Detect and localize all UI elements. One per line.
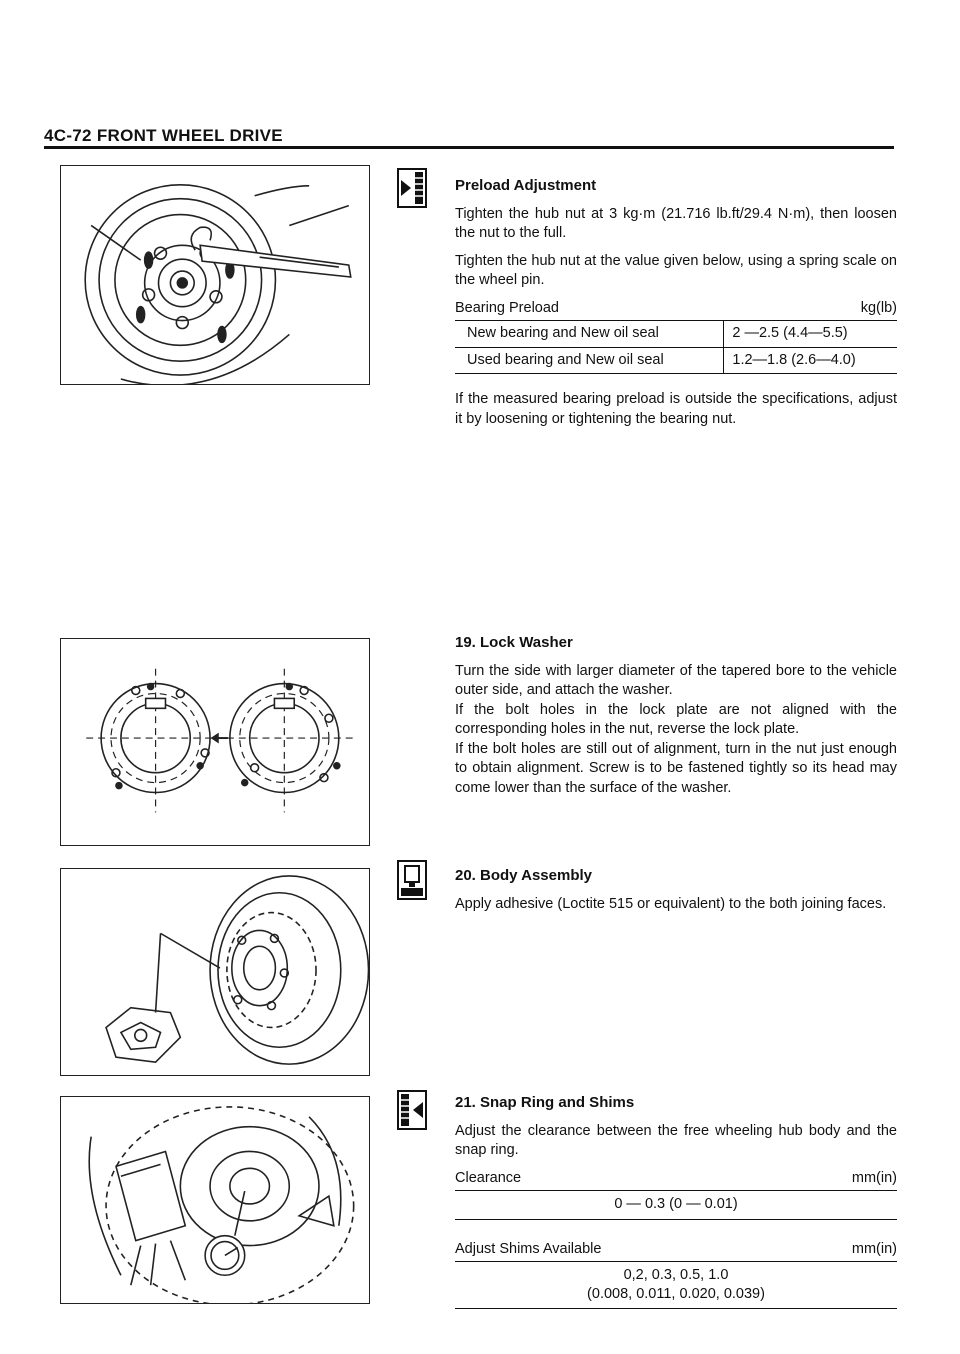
clearance-unit: mm(in) bbox=[851, 1169, 897, 1186]
shims-label: Adjust Shims Available bbox=[455, 1240, 602, 1257]
clearance-header bbox=[455, 1169, 897, 1192]
row-value: 1.2—1.8 (2.6—4.0) bbox=[724, 347, 897, 374]
section-body-assembly bbox=[455, 866, 897, 922]
row-label: Used bearing and New oil seal bbox=[455, 347, 724, 374]
section-preload-adjustment bbox=[455, 176, 897, 437]
clearance-label: Clearance bbox=[455, 1169, 522, 1186]
header-rule bbox=[44, 146, 894, 149]
lock-washer-title: 19. Lock Washer bbox=[455, 634, 573, 651]
lock-washer-paragraph-3: If the bolt holes are still out of alignment, turn in the nut just enough to obtain alignment. Screw is to be fastened tightly so its head may come lower than the surface of the washer. bbox=[455, 740, 897, 796]
row-value: 2 —2.5 (4.4—5.5) bbox=[724, 321, 897, 347]
preload-paragraph-3: If the measured bearing preload is outside the specifications, adjust it by loosening or tightening the bearing nut. bbox=[455, 391, 897, 427]
measure-icon bbox=[397, 1090, 427, 1130]
preload-paragraph-1: Tighten the hub nut at 3 kg·m (21.716 lb.ft/29.4 N·m), then loosen the nut to the full. bbox=[455, 205, 897, 241]
figure-snap-ring bbox=[60, 1096, 370, 1304]
bearing-preload-table bbox=[455, 321, 897, 374]
preload-title: Preload Adjustment bbox=[455, 177, 597, 194]
snap-ring-title: 21. Snap Ring and Shims bbox=[455, 1094, 635, 1111]
snap-ring-paragraph-1: Adjust the clearance between the free wheeling hub body and the snap ring. bbox=[455, 1122, 897, 1158]
lock-washer-illustration bbox=[61, 639, 369, 845]
row-label: New bearing and New oil seal bbox=[455, 321, 724, 347]
figure-body-assembly bbox=[60, 868, 370, 1076]
shims-line-1: 0,2, 0.3, 0.5, 1.0 bbox=[623, 1267, 729, 1283]
snap-ring-illustration bbox=[61, 1097, 369, 1303]
bearing-preload-label: Bearing Preload bbox=[455, 299, 559, 316]
bearing-preload-header bbox=[455, 299, 897, 322]
table-row bbox=[455, 321, 897, 347]
bearing-preload-unit: kg(lb) bbox=[860, 299, 897, 316]
clearance-value: 0 — 0.3 (0 — 0.01) bbox=[455, 1191, 897, 1220]
adhesive-icon bbox=[397, 860, 427, 900]
hub-preload-illustration bbox=[61, 166, 369, 384]
shims-unit: mm(in) bbox=[851, 1240, 897, 1257]
shims-values bbox=[455, 1262, 897, 1309]
body-assembly-illustration bbox=[61, 869, 369, 1075]
page-header: 4C-72 FRONT WHEEL DRIVE bbox=[44, 126, 283, 145]
body-assembly-paragraph-1: Apply adhesive (Loctite 515 or equivalent) to the both joining faces. bbox=[455, 895, 887, 912]
figure-hub-preload bbox=[60, 165, 370, 385]
lock-washer-paragraph-2: If the bolt holes in the lock plate are not aligned with the corresponding holes in the nut, reverse the lock plate. bbox=[455, 701, 897, 737]
figure-lock-washer bbox=[60, 638, 370, 846]
shims-line-2: (0.008, 0.011, 0.020, 0.039) bbox=[587, 1286, 765, 1302]
preload-paragraph-2: Tighten the hub nut at the value given below, using a spring scale on the wheel pin. bbox=[455, 252, 897, 288]
table-row bbox=[455, 347, 897, 374]
section-snap-ring bbox=[455, 1093, 897, 1309]
section-lock-washer bbox=[455, 633, 897, 806]
shims-header bbox=[455, 1240, 897, 1263]
lock-washer-paragraph-1: Turn the side with larger diameter of the tapered bore to the vehicle outer side, and attach the washer. bbox=[455, 662, 897, 698]
adjust-icon bbox=[397, 168, 427, 208]
body-assembly-title: 20. Body Assembly bbox=[455, 867, 592, 884]
